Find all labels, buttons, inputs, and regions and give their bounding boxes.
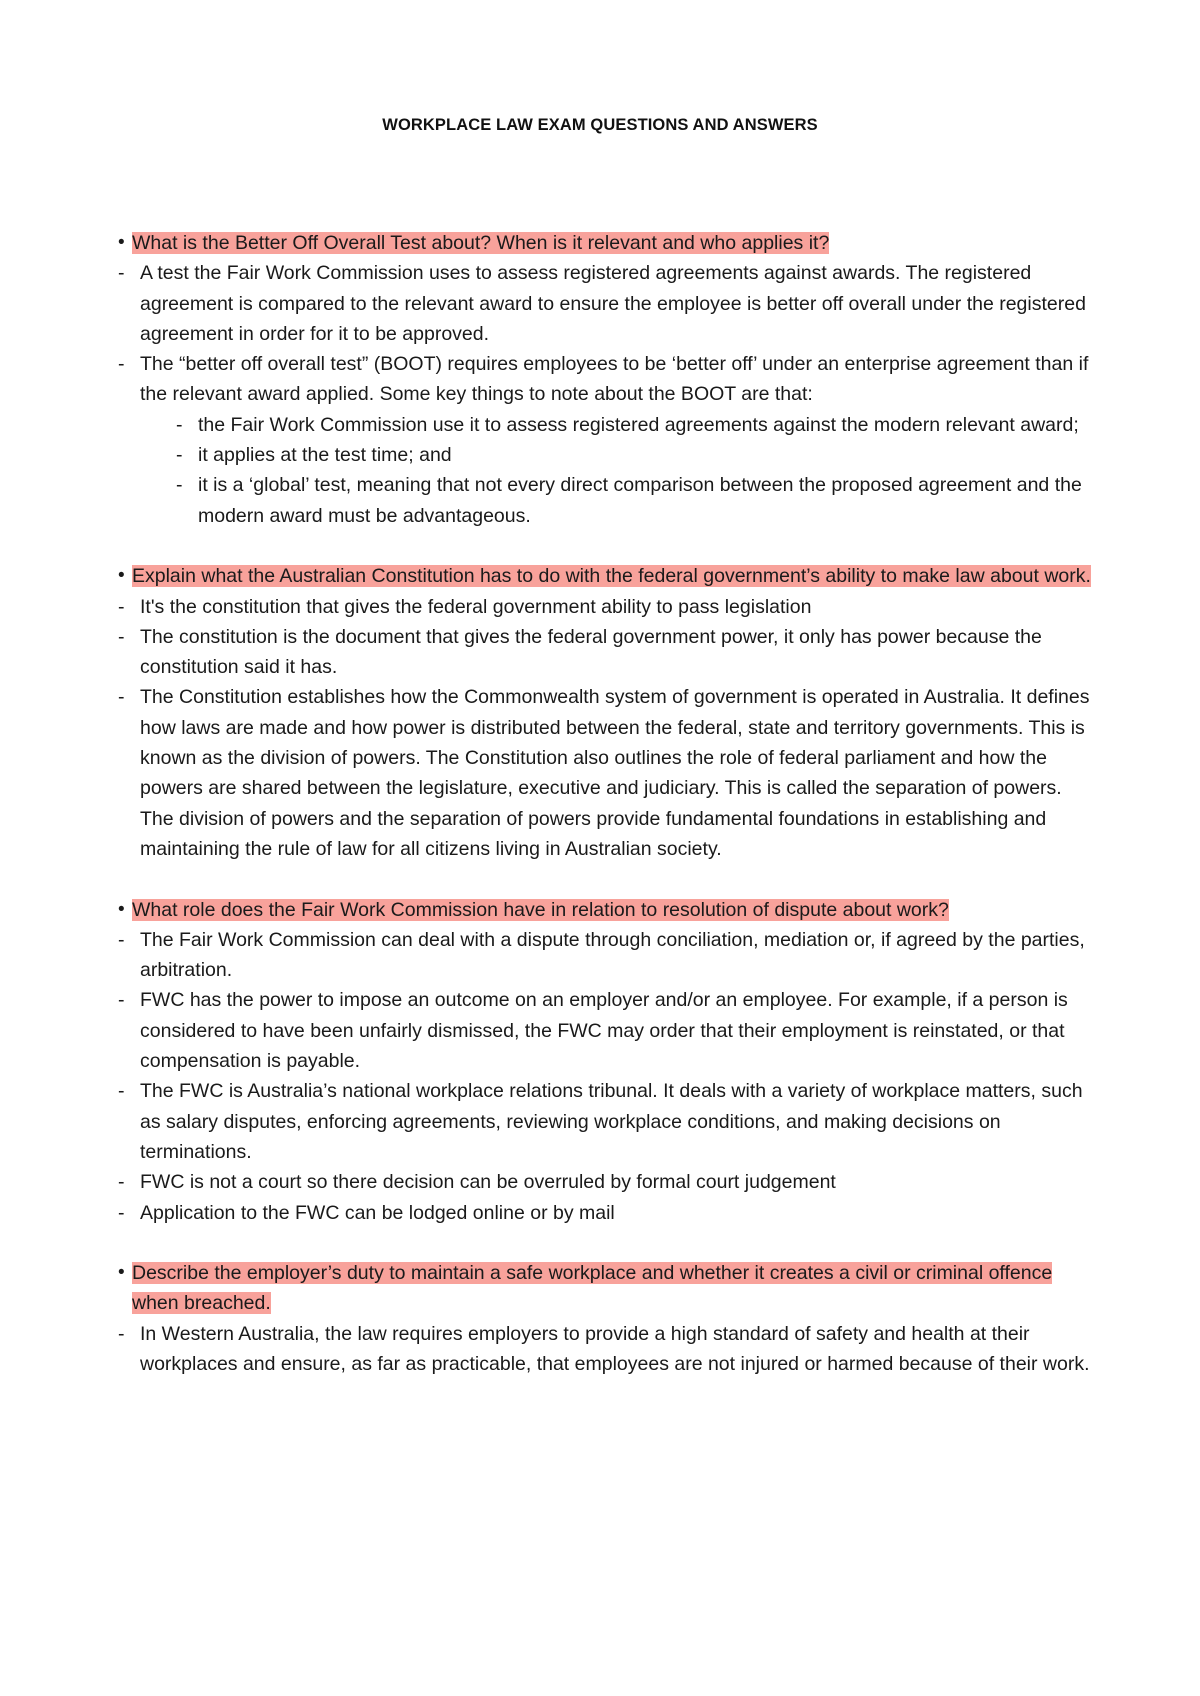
answer-item bbox=[118, 682, 1098, 864]
answer-item bbox=[118, 592, 1098, 622]
bullet-icon: • bbox=[118, 1262, 125, 1284]
dash-icon: - bbox=[118, 595, 125, 618]
dash-icon: - bbox=[118, 625, 125, 648]
question-text: Describe the employer’s duty to maintain a safe workplace and whether it creates a civil or criminal offence when breached. bbox=[132, 1262, 1053, 1315]
answer-text: It's the constitution that gives the federal government ability to pass legislation bbox=[140, 595, 812, 618]
dash-icon: - bbox=[176, 444, 183, 467]
qa-section-3 bbox=[118, 895, 1098, 1228]
qa-section-4 bbox=[118, 1258, 1098, 1379]
dash-icon: - bbox=[118, 928, 125, 951]
answer-subitem bbox=[118, 410, 1098, 440]
dash-icon: - bbox=[118, 686, 125, 709]
answer-text: The Fair Work Commission can deal with a dispute through conciliation, mediation or, if agreed by the parties, arbitration. bbox=[140, 928, 1085, 982]
document-title: WORKPLACE LAW EXAM QUESTIONS AND ANSWERS bbox=[382, 116, 818, 134]
dash-icon: - bbox=[118, 989, 125, 1012]
question-1 bbox=[118, 228, 1098, 258]
answer-text: A test the Fair Work Commission uses to assess registered agreements against awards. The registered agreement is compared to the relevant award to ensure the employee is better off overall under the registered agreement in order for it to be approved. bbox=[140, 262, 1086, 345]
document-content bbox=[118, 228, 1098, 1410]
answer-text: The Constitution establishes how the Commonwealth system of government is operated in Australia. It defines how laws are made and how power is distributed between the federal, state and territory governments. This is known as the division of powers. The Constitution also outlines the role of federal parliament and how the powers are shared between the legislature, executive and judiciary. This is called the separation of powers. The division of powers and the separation of powers provide fundamental foundations in establishing and maintaining the rule of law for all citizens living in Australian society. bbox=[140, 686, 1090, 860]
dash-icon: - bbox=[118, 1322, 125, 1345]
question-text: What is the Better Off Overall Test about? When is it relevant and who applies it? bbox=[132, 232, 830, 254]
subitem-text: it is a ‘global’ test, meaning that not every direct comparison between the proposed agreement and the modern award must be advantageous. bbox=[198, 474, 1082, 527]
answer-item bbox=[118, 349, 1098, 410]
answer-text: The constitution is the document that gives the federal government power, it only has power because the constitution said it has. bbox=[140, 625, 1042, 679]
answer-text: The FWC is Australia’s national workplace relations tribunal. It deals with a variety of workplace matters, such as salary disputes, enforcing agreements, reviewing workplace conditions, and making decisions on terminations. bbox=[140, 1080, 1083, 1163]
dash-icon: - bbox=[118, 1080, 125, 1103]
question-2 bbox=[118, 561, 1098, 591]
answer-item bbox=[118, 622, 1098, 683]
answer-subitem bbox=[118, 440, 1098, 470]
answer-item bbox=[118, 925, 1098, 986]
dash-icon: - bbox=[118, 1171, 125, 1194]
answer-item bbox=[118, 1167, 1098, 1197]
dash-icon: - bbox=[118, 1201, 125, 1224]
question-text: What role does the Fair Work Commission have in relation to resolution of dispute about work? bbox=[132, 898, 949, 921]
question-4 bbox=[118, 1258, 1098, 1319]
answer-text: In Western Australia, the law requires employers to provide a high standard of safety and health at their workplaces and ensure, as far as practicable, that employees are not injured or harmed because of their work. bbox=[140, 1322, 1090, 1375]
answer-item bbox=[118, 985, 1098, 1076]
qa-section-2 bbox=[118, 561, 1098, 864]
subitem-text: it applies at the test time; and bbox=[198, 444, 452, 467]
qa-section-1 bbox=[118, 228, 1098, 531]
bullet-icon: • bbox=[118, 565, 125, 587]
bullet-icon: • bbox=[118, 898, 125, 920]
answer-subitem bbox=[118, 470, 1098, 531]
dash-icon: - bbox=[176, 413, 183, 436]
answer-item bbox=[118, 258, 1098, 349]
bullet-icon: • bbox=[118, 232, 125, 253]
answer-text: Application to the FWC can be lodged online or by mail bbox=[140, 1201, 615, 1224]
answer-item bbox=[118, 1076, 1098, 1167]
subitem-text: the Fair Work Commission use it to assess registered agreements against the modern relevant award; bbox=[198, 413, 1079, 436]
dash-icon: - bbox=[118, 262, 125, 285]
question-text: Explain what the Australian Constitution has to do with the federal government’s ability to make law about work. bbox=[132, 565, 1091, 588]
question-3 bbox=[118, 895, 1098, 925]
answer-text: The “better off overall test” (BOOT) requires employees to be ‘better off’ under an enterprise agreement than if the relevant award applied. Some key things to note about the BOOT are that: bbox=[140, 353, 1089, 406]
dash-icon: - bbox=[176, 474, 183, 497]
answer-item bbox=[118, 1198, 1098, 1228]
dash-icon: - bbox=[118, 353, 125, 376]
answer-text: FWC has the power to impose an outcome on an employer and/or an employee. For example, if a person is considered to have been unfairly dismissed, the FWC may order that their employment is reinstated, or that compensation is payable. bbox=[140, 989, 1068, 1073]
answer-text: FWC is not a court so there decision can be overruled by formal court judgement bbox=[140, 1171, 836, 1194]
answer-item bbox=[118, 1319, 1098, 1380]
